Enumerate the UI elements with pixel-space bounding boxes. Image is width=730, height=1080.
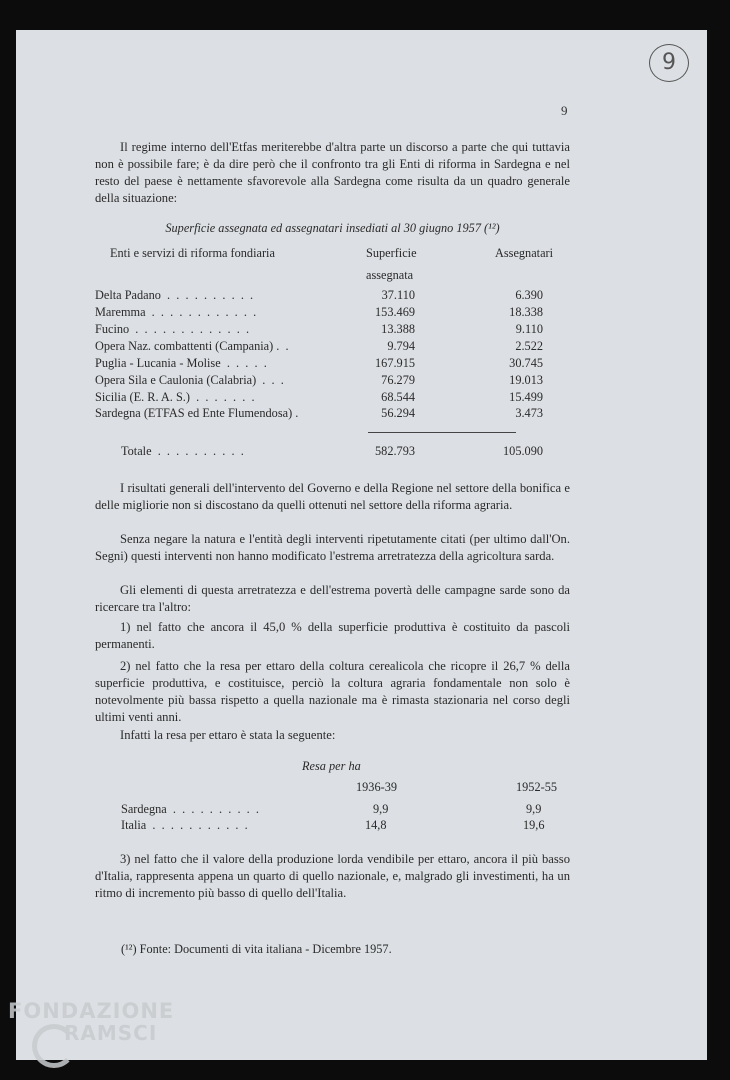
paragraph-elementi: Gli elementi di questa arretratezza e dell'estrema povertà delle campagne sarde sono da ricercare tra l'altro:	[95, 583, 570, 614]
point-3: 3) nel fatto che il valore della produzione lorda vendibile per ettaro, ancora il più basso d'Italia, rappresenta appena un quarto di quello nazionale, e, malgrado gli investimenti, ha un ritmo di incremento più basso di quello dell'Italia.	[95, 852, 570, 900]
table1-row	[95, 373, 555, 390]
table1-header-assegnata: assegnata	[366, 268, 414, 282]
table1-header-assegnatari: Assegnatari	[495, 246, 554, 260]
point-1: 1) nel fatto che ancora il 45,0 % della superficie produttiva è costituito da pascoli permanenti.	[95, 620, 570, 651]
total-label: Totale . . . . . . . . . .	[121, 444, 244, 458]
total-superficie: 582.793	[375, 444, 415, 458]
table1-row	[95, 390, 555, 407]
table2-row	[121, 818, 551, 835]
row-label: Maremma . . . . . . . . . . . .	[95, 305, 257, 319]
table1-row	[95, 322, 555, 339]
table1-row	[95, 288, 555, 305]
table1-header-superficie: Superficie	[366, 246, 417, 260]
paragraph-risultati: I risultati generali dell'intervento del Governo e della Regione nel settore della bonifica e delle migliorie non si discostano da quelli ottenuti nel settore della riforma agraria.	[95, 481, 570, 512]
point-2: 2) nel fatto che la resa per ettaro della coltura cerealicola che ricopre il 26,7 % della superficie produttiva, e costituisce, perciò la coltura agraria fondamentale non solo è notevolmente più bassa rispetto a quella nazionale ma è rimasta stazionaria nel corso degli ultimi venti anni.	[95, 659, 570, 724]
row-superficie: 68.544	[381, 390, 415, 404]
row-superficie: 76.279	[381, 373, 415, 387]
gramsci-logo-icon	[32, 1024, 76, 1068]
row-label: Opera Naz. combattenti (Campania) . .	[95, 339, 289, 353]
row-1936: 14,8	[365, 818, 387, 832]
table1-header-enti: Enti e servizi di riforma fondiaria	[110, 246, 275, 260]
row-assegnatari: 15.499	[509, 390, 543, 404]
row-assegnatari: 19.013	[509, 373, 543, 387]
row-label: Fucino . . . . . . . . . . . . .	[95, 322, 250, 336]
fondazione-gramsci-watermark	[8, 1000, 174, 1044]
table2-caption: Resa per ha	[302, 759, 361, 773]
handwritten-page-stamp: 9	[649, 44, 689, 82]
row-assegnatari: 18.338	[509, 305, 543, 319]
row-1952: 9,9	[526, 802, 542, 816]
table1-row	[95, 406, 555, 423]
footnote: (¹²) Fonte: Documenti di vita italiana - Dicembre 1957.	[121, 942, 392, 956]
watermark-line1: FONDAZIONE	[8, 999, 175, 1023]
row-label: Puglia - Lucania - Molise . . . . .	[95, 356, 267, 370]
total-assegnatari: 105.090	[503, 444, 543, 458]
watermark-line2: RAMSCI	[64, 1021, 158, 1045]
row-1936: 9,9	[373, 802, 389, 816]
row-1952: 19,6	[523, 818, 545, 832]
row-label: Opera Sila e Caulonia (Calabria) . . .	[95, 373, 284, 387]
page-number: 9	[561, 103, 568, 118]
table1-total-rule	[368, 432, 516, 433]
table1-total-row	[121, 444, 555, 461]
paragraph-senza-negare: Senza negare la natura e l'entità degli interventi ripetutamente citati (per ultimo dall'On. Segni) questi interventi non hanno modificato l'estrema arretratezza della agricoltura sarda.	[95, 532, 570, 563]
row-superficie: 9.794	[387, 339, 415, 353]
row-assegnatari: 30.745	[509, 356, 543, 370]
intro-paragraph: Il regime interno dell'Etfas meriterebbe d'altra parte un discorso a parte che qui tuttavia non è possibile fare; è da dire però che il confronto tra gli Enti di riforma in Sardegna e nel resto del paese è nettamente sfavorevole alla Sardegna come risulta da un quadro generale della situazione:	[95, 140, 570, 205]
row-label: Sardegna . . . . . . . . . .	[121, 802, 259, 816]
table1-row	[95, 356, 555, 373]
table2-header-1936: 1936-39	[356, 780, 397, 794]
row-superficie: 37.110	[381, 288, 415, 302]
row-superficie: 153.469	[375, 305, 415, 319]
row-label: Sardegna (ETFAS ed Ente Flumendosa) .	[95, 406, 299, 420]
table1-row	[95, 305, 555, 322]
table2-row	[121, 802, 551, 819]
row-assegnatari: 3.473	[515, 406, 543, 420]
table1-caption: Superficie assegnata ed assegnatari insediati al 30 giugno 1957 (¹²)	[165, 221, 500, 235]
row-label: Sicilia (E. R. A. S.) . . . . . . .	[95, 390, 255, 404]
row-superficie: 56.294	[381, 406, 415, 420]
row-assegnatari: 2.522	[515, 339, 543, 353]
paragraph-infatti: Infatti la resa per ettaro è stata la seguente:	[120, 728, 336, 742]
row-label: Delta Padano . . . . . . . . . .	[95, 288, 254, 302]
row-assegnatari: 6.390	[515, 288, 543, 302]
table2-header-1952: 1952-55	[516, 780, 557, 794]
row-superficie: 13.388	[381, 322, 415, 336]
row-superficie: 167.915	[375, 356, 415, 370]
row-assegnatari: 9.110	[515, 322, 543, 336]
row-label: Italia . . . . . . . . . . .	[121, 818, 248, 832]
table1-row	[95, 339, 555, 356]
